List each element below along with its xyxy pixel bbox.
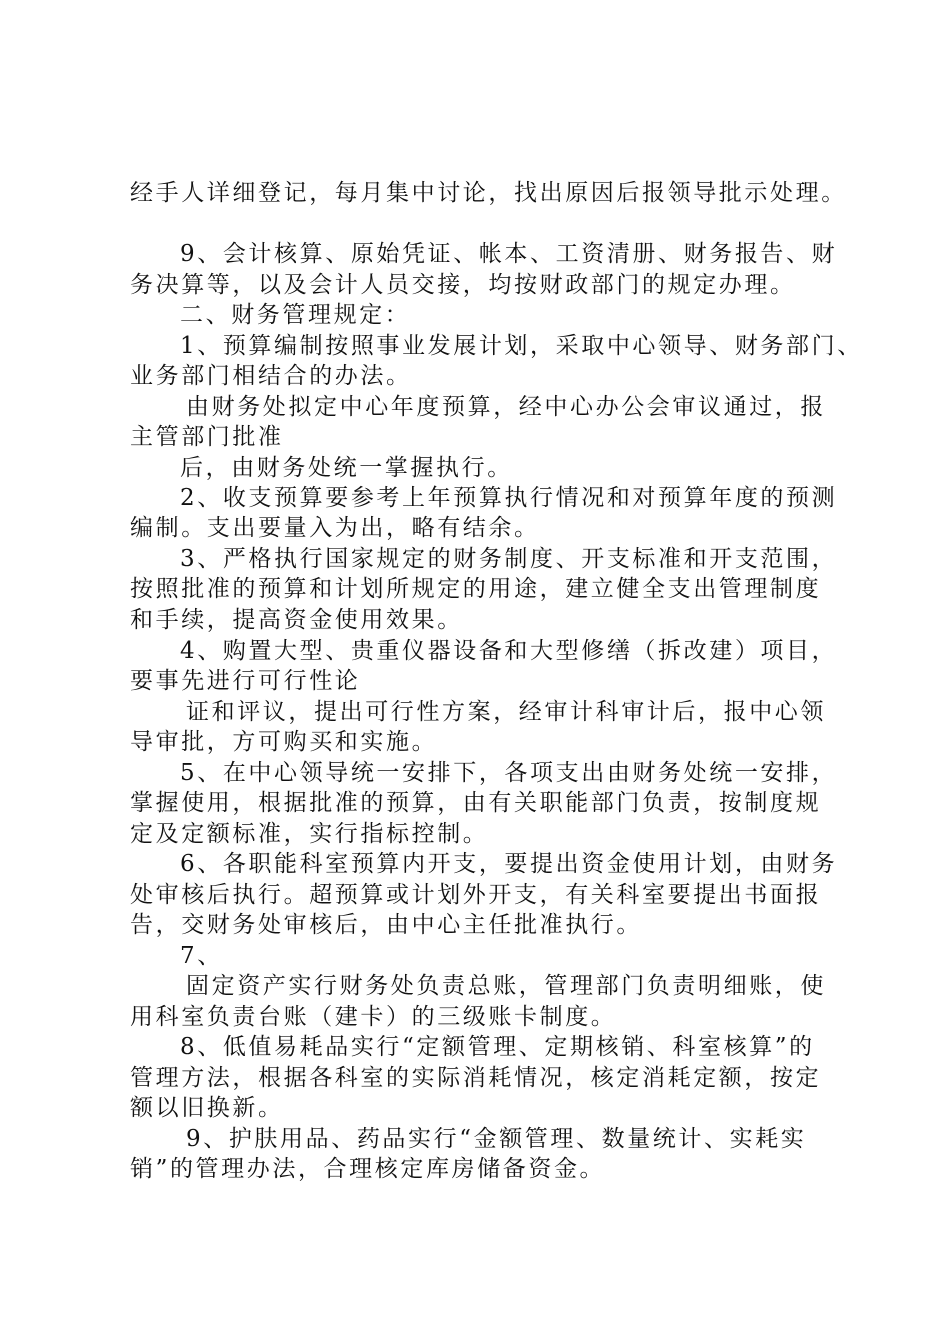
paragraph-line: 证和评议，提出可行性方案，经审计科审计后，报中心领: [186, 699, 826, 725]
paragraph-line: 3、严格执行国家规定的财务制度、开支标准和开支范围，: [180, 546, 838, 572]
paragraph-line: 要事先进行可行性论: [130, 668, 361, 694]
paragraph-line: 8、低值易耗品实行“定额管理、定期核销、科室核算”的: [180, 1034, 815, 1060]
paragraph-line: 掌握使用，根据批准的预算，由有关职能部门负责，按制度规: [130, 790, 822, 816]
paragraph-line: 定及定额标准，实行指标控制。: [130, 821, 489, 847]
paragraph-line: 4、购置大型、贵重仪器设备和大型修缮（拆改建）项目，: [180, 638, 838, 664]
paragraph-line: 处审核后执行。超预算或计划外开支，有关科室要提出书面报: [130, 882, 822, 908]
paragraph-line: 告，交财务处审核后，由中心主任批准执行。: [130, 912, 642, 938]
paragraph-line: 按照批准的预算和计划所规定的用途，建立健全支出管理制度: [130, 576, 822, 602]
paragraph-line: 7、: [180, 943, 223, 969]
paragraph-line: 9、会计核算、原始凭证、帐本、工资清册、财务报告、财: [180, 241, 838, 267]
paragraph-line: 固定资产实行财务处负责总账，管理部门负责明细账，使: [186, 973, 826, 999]
paragraph-line: 经手人详细登记，每月集中讨论，找出原因后报领导批示处理。: [130, 180, 847, 206]
paragraph-line: 5、在中心领导统一安排下，各项支出由财务处统一安排，: [180, 760, 838, 786]
paragraph-line: 管理方法，根据各科室的实际消耗情况，核定消耗定额，按定: [130, 1065, 822, 1091]
paragraph-line: 销”的管理办法，合理核定库房储备资金。: [130, 1156, 606, 1182]
paragraph-line: 编制。支出要量入为出，略有结余。: [130, 515, 540, 541]
paragraph-line: 1、预算编制按照事业发展计划，采取中心领导、财务部门、: [180, 333, 863, 359]
paragraph-line: 6、各职能科室预算内开支，要提出资金使用计划，由财务: [180, 851, 838, 877]
paragraph-line: 用科室负责台账（建卡）的三级账卡制度。: [130, 1004, 617, 1030]
paragraph-line: 9、护肤用品、药品实行“金额管理、数量统计、实耗实: [186, 1126, 807, 1152]
paragraph-line: 额以旧换新。: [130, 1095, 284, 1121]
paragraph-line: 业务部门相结合的办法。: [130, 363, 412, 389]
paragraph-line: 务决算等，以及会计人员交接，均按财政部门的规定办理。: [130, 272, 796, 298]
paragraph-line: 和手续，提高资金使用效果。: [130, 607, 463, 633]
paragraph-line: 导审批，方可购买和实施。: [130, 729, 438, 755]
paragraph-line: 由财务处拟定中心年度预算，经中心办公会审议通过，报: [186, 394, 826, 420]
paragraph-line: 2、收支预算要参考上年预算执行情况和对预算年度的预测: [180, 485, 838, 511]
paragraph-line: 主管部门批准: [130, 424, 284, 450]
paragraph-line: 后，由财务处统一掌握执行。: [180, 455, 513, 481]
section-heading: 二、财务管理规定：: [180, 302, 411, 328]
